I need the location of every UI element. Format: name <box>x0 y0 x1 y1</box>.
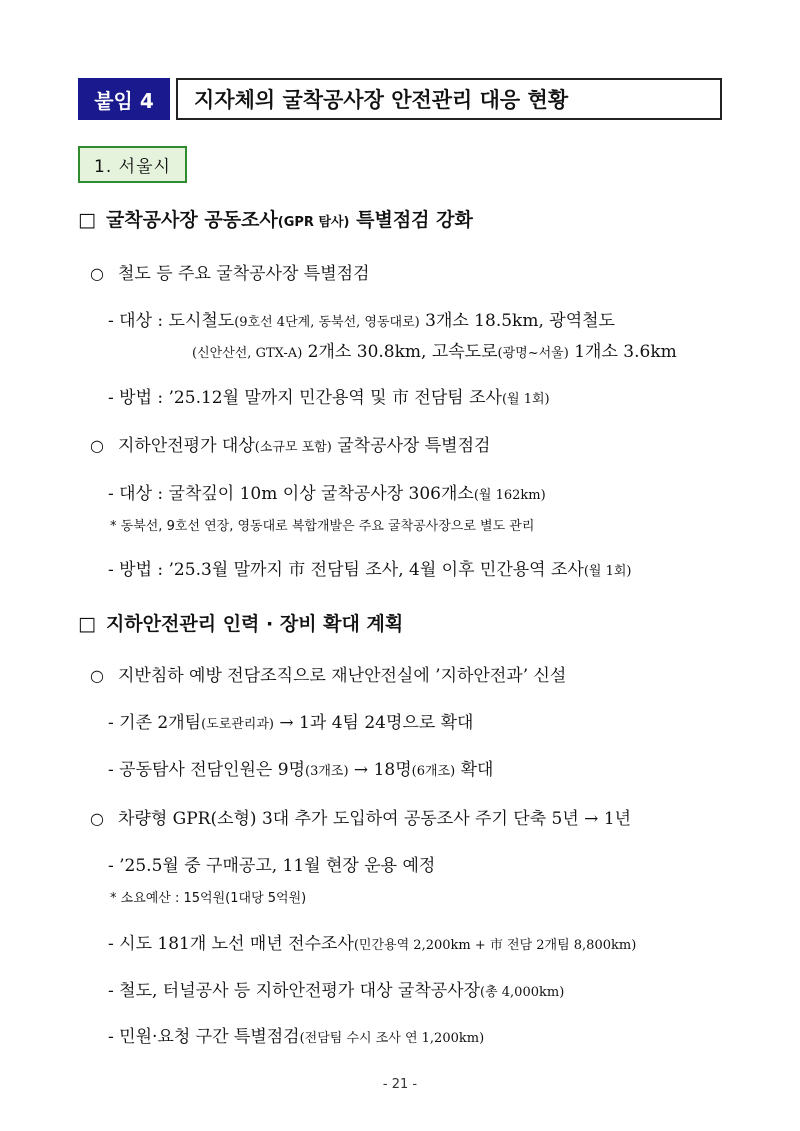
text: 3개소 18.5km, 광역철도 <box>419 311 615 331</box>
text: - 대상 : 도시철도 <box>108 311 235 331</box>
small-text: (광명~서울) <box>497 346 569 361</box>
bullet-new-department <box>90 661 566 686</box>
bullet-text: 지반침하 예방 전담조직으로 재난안전실에 ’지하안전과’ 신설 <box>117 666 567 686</box>
small-text: (9호선 4단계, 동북선, 영동대로) <box>234 315 420 330</box>
circle-bullet-icon: ○ <box>90 264 104 283</box>
bullet-major-sites <box>90 259 370 284</box>
text: - 시도 181개 노선 매년 전수조사 <box>108 934 354 954</box>
small-text: (월 1회) <box>501 392 550 407</box>
text: - 방법 : ’25.3월 말까지 市 전담팀 조사, 4월 이후 민간용역 조사 <box>108 560 584 580</box>
b2-note: * 동북선, 9호선 연장, 영동대로 복합개발은 주요 굴착공사장으로 별도 관리 <box>110 519 535 534</box>
small-text: (6개조) <box>411 764 456 779</box>
text: 지하안전평가 대상 <box>117 436 255 456</box>
section-label: 1. 서울시 <box>78 146 187 183</box>
small-text: (신안산선, GTX-A) <box>192 346 303 361</box>
text: - 대상 : 굴착깊이 10m 이상 굴착공사장 306개소 <box>108 484 474 504</box>
page-title: 지자체의 굴착공사장 안전관리 대응 현황 <box>176 78 722 120</box>
b4-detail-3 <box>108 976 564 1001</box>
heading-main: 굴착공사장 공동조사 <box>105 209 278 231</box>
bullet-gpr-vehicles <box>90 804 631 829</box>
bullet-text: 철도 등 주요 굴착공사장 특별점검 <box>117 264 370 284</box>
b4-detail-1: - ’25.5월 중 구매공고, 11월 현장 운용 예정 <box>108 856 436 876</box>
circle-bullet-icon: ○ <box>90 666 104 685</box>
b4-detail-2 <box>108 929 636 954</box>
text: - 기존 2개팀 <box>108 713 202 733</box>
heading-small: (GPR 탐사) <box>277 215 350 230</box>
heading-rest: 특별점검 강화 <box>349 209 473 231</box>
circle-bullet-icon: ○ <box>90 436 104 455</box>
small-text: (도로관리과) <box>201 717 274 732</box>
b3-detail-2 <box>108 755 493 780</box>
b4-detail-4 <box>108 1022 484 1047</box>
text: → 18명 <box>348 760 412 780</box>
b1-method <box>108 383 550 408</box>
small-text: (총 4,000km) <box>480 985 565 1000</box>
text: - 방법 : ’25.12월 말까지 민간용역 및 市 전담팀 조사 <box>108 388 502 408</box>
text: → 1과 4팀 24명으로 확대 <box>274 713 474 733</box>
square-bullet-icon: □ <box>78 209 96 231</box>
text: 확대 <box>455 760 494 780</box>
text: 2개소 30.8km, 고속도로 <box>302 342 498 362</box>
heading-excavation-inspection <box>78 205 473 232</box>
small-text: (전담팀 수시 조사 연 1,200km) <box>299 1031 485 1046</box>
heading-staff-equipment <box>78 609 403 636</box>
small-text: (월 1회) <box>583 564 632 579</box>
small-text: (민간용역 2,200km + 市 전담 2개팀 8,800km) <box>353 938 637 953</box>
b1-target-line2 <box>192 337 677 362</box>
b1-target-line1 <box>108 306 615 331</box>
page-number: - 21 - <box>382 1077 418 1092</box>
b2-method <box>108 555 632 580</box>
text: - 철도, 터널공사 등 지하안전평가 대상 굴착공사장 <box>108 981 481 1001</box>
small-text: (소규모 포함) <box>254 440 332 455</box>
heading-text: 지하안전관리 인력 · 장비 확대 계획 <box>105 613 404 635</box>
text: 1개소 3.6km <box>568 342 677 362</box>
small-text: (3개조) <box>305 764 349 779</box>
text: 굴착공사장 특별점검 <box>331 436 491 456</box>
title-row <box>78 78 722 120</box>
text: - 공동탐사 전담인원은 9명 <box>108 760 305 780</box>
b4-note: * 소요예산 : 15억원(1대당 5억원) <box>110 891 307 906</box>
circle-bullet-icon: ○ <box>90 809 104 828</box>
b3-detail-1 <box>108 708 473 733</box>
bullet-underground-safety <box>90 431 490 456</box>
text: - 민원·요청 구간 특별점검 <box>108 1027 300 1047</box>
square-bullet-icon: □ <box>78 613 96 635</box>
attachment-tag: 붙임 4 <box>78 78 170 120</box>
b2-target <box>108 479 546 504</box>
bullet-text: 차량형 GPR(소형) 3대 추가 도입하여 공동조사 주기 단축 5년 → 1년 <box>117 809 632 829</box>
small-text: (월 162km) <box>473 488 546 503</box>
